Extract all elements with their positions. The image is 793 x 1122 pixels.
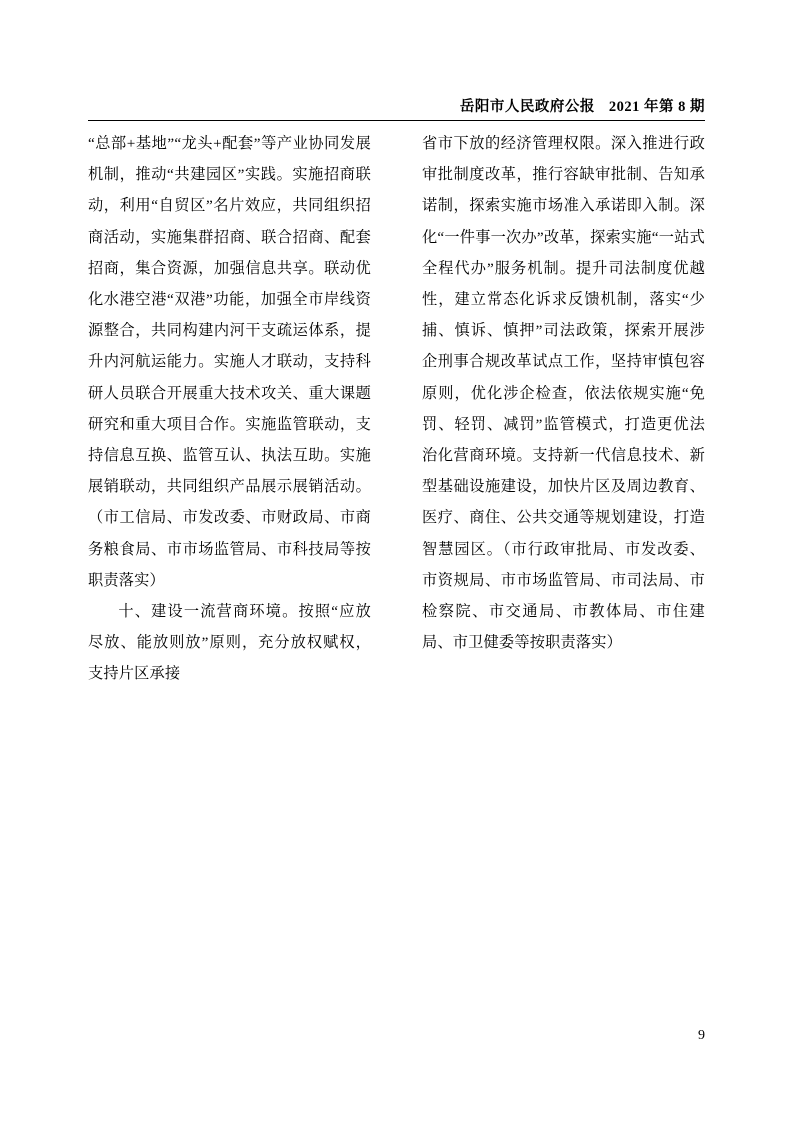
- paragraph: 十、建设一流营商环境。按照“应放尽放、能放则放”原则，充分放权赋权，支持片区承接: [88, 603, 371, 683]
- left-column: [88, 128, 371, 690]
- page-header: [88, 95, 705, 116]
- two-column-body: [88, 128, 705, 690]
- page-number: 9: [698, 1028, 705, 1043]
- paragraph: 省市下放的经济管理权限。深入推进行政审批制度改革，推行容缺审批制、告知承诺制，探索实施市场准入承诺即入制。深化“一件事一次办”改革，探索实施“一站式全程代办”服务机制。提升司法制度优越性，建立常态化诉求反馈机制，落实“少捕、慎诉、慎押”司法政策，探索开展涉企刑事合规改革试点工作，坚持审慎包容原则，优化涉企检查，依法依规实施“免罚、轻罚、减罚”监管模式，打造更优法治化营商环境。支持新一代信息技术、新型基础设施建设，加快片区及周边教育、医疗、商住、公共交通等规划建设，打造智慧园区。（市行政审批局、市发改委、市资规局、市市场监管局、市司法局、市检察院、市交通局、市教体局、市住建局、市卫健委等按职责落实）: [422, 135, 705, 652]
- paragraph: “总部+基地”“龙头+配套”等产业协同发展机制，推动“共建园区”实践。实施招商联动，利用“自贸区”名片效应，共同组织招商活动，实施集群招商、联合招商、配套招商，集合资源，加强信息共享。联动优化水港空港“双港”功能，加强全市岸线资源整合，共同构建内河干支疏运体系，提升内河航运能力。实施人才联动，支持科研人员联合开展重大技术攻关、重大课题研究和重大项目合作。实施监管联动，支持信息互换、监管互认、执法互助。实施展销联动，共同组织产品展示展销活动。（市工信局、市发改委、市财政局、市商务粮食局、市市场监管局、市科技局等按职责落实）: [88, 135, 371, 589]
- publication-title: 岳阳市人民政府公报: [459, 99, 595, 115]
- header-divider: [88, 120, 705, 121]
- right-column: [422, 128, 705, 690]
- issue-label: 2021 年第 8 期: [608, 99, 705, 115]
